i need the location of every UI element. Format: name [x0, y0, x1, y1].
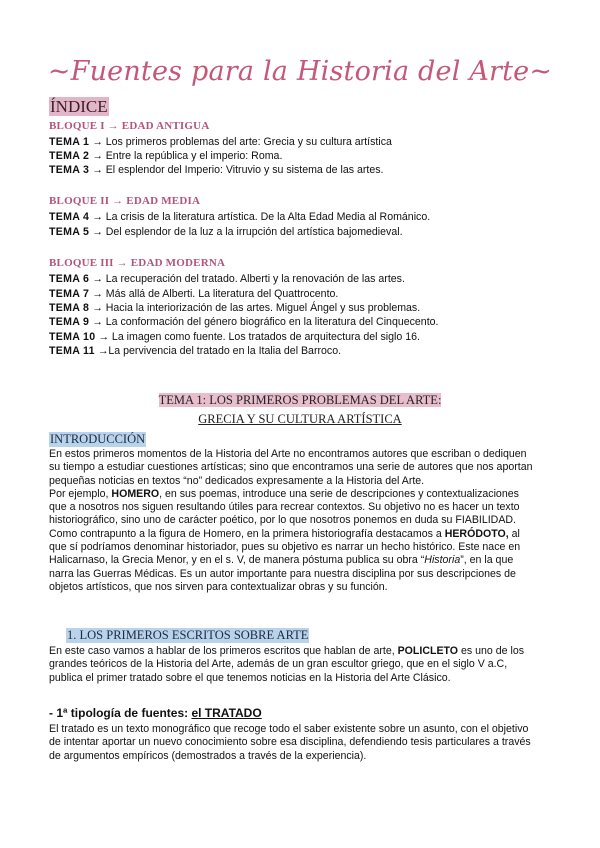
- tema-label: TEMA 5: [49, 226, 90, 238]
- paragraph-line: El tratado es un texto monográfico que recoge todo el saber existente sobre un asunto, con el objetivo: [49, 723, 529, 735]
- paragraph-line: su tiempo a estudiar cuestiones artísticas; sino que encontramos una serie de autores que nos aportan: [49, 461, 533, 474]
- paragraph-line: que a nosotros nos siguen resultando útiles para recrear contextos. Su objetivo no es hacer un texto: [49, 501, 520, 514]
- section1-heading: 1. LOS PRIMEROS ESCRITOS SOBRE ARTE: [67, 628, 309, 642]
- tema-item: [49, 150, 282, 162]
- bloque-heading: BLOQUE II → EDAD MEDIA: [49, 195, 201, 207]
- policleto-name: POLICLETO: [397, 645, 459, 657]
- line-text: ”, en la que: [460, 554, 514, 567]
- paragraph-line: [49, 528, 559, 541]
- paragraph-line: historiográfico, sino uno de carácter poético, por lo que nosotros ponemos en duda su FIABILIDAD.: [49, 514, 516, 527]
- bloque-heading: BLOQUE I → EDAD ANTIGUA: [49, 120, 210, 132]
- tema-item: [49, 345, 341, 357]
- tema-text: → Más allá de Alberti. La literatura del Quattrocento.: [89, 288, 339, 300]
- homero-name: HOMERO: [111, 487, 160, 500]
- tipologia-prefix: - 1ª tipología de fuentes:: [49, 706, 192, 720]
- tema-item: [49, 331, 420, 343]
- line-text: Halicarnaso, la Grecia Menor, y en el s. V, de manera póstuma publica su obra “: [49, 554, 425, 567]
- tema-item: [49, 316, 438, 328]
- tema-label: TEMA 11: [49, 345, 95, 357]
- tema-item: [49, 136, 392, 148]
- tratado-paragraph: [49, 723, 559, 763]
- tema-label: TEMA 4: [49, 211, 90, 223]
- tema-item: [49, 164, 383, 176]
- tema-text: → Del esplendor de la luz a la irrupción del artística bajomedieval.: [89, 226, 403, 238]
- paragraph-line: grandes teóricos de la Historia del Arte, además de un gran escultor griego, que en el siglo V a.C,: [49, 658, 508, 671]
- line-text: , en sus poemas, introduce una serie de descripciones y contextualizaciones: [159, 487, 519, 500]
- introduction-paragraph: [49, 448, 559, 594]
- section1-paragraph: [49, 645, 559, 685]
- tema-text: → El esplendor del Imperio: Vitruvio y su sistema de las artes.: [89, 164, 384, 176]
- tema-item: [49, 302, 420, 314]
- tema-item: [49, 211, 430, 223]
- tipologia-heading: [49, 706, 262, 720]
- tema-item: [49, 226, 403, 238]
- tema-text: → La imagen como fuente. Los tratados de arquitectura del siglo 16.: [95, 331, 420, 343]
- paragraph-line: de argumentos empíricos (demostrados a través de la experiencia).: [49, 749, 367, 762]
- herodoto-name: HERÓDOTO,: [444, 527, 509, 540]
- index-heading: ÍNDICE: [50, 97, 108, 116]
- tema-label: TEMA 8: [49, 302, 90, 314]
- tema-item: [49, 273, 405, 285]
- tema-label: TEMA 1: [49, 136, 90, 148]
- tema-label: TEMA 2: [49, 150, 90, 162]
- paragraph-line: pequeñas noticias en textos “no” dedicados expresamente a la Historia del Arte.: [49, 474, 425, 487]
- line-text: Por ejemplo,: [49, 487, 112, 500]
- historia-title: Historia: [424, 554, 461, 567]
- tema-label: TEMA 7: [49, 288, 90, 300]
- tema-text: → La crisis de la literatura artística. De la Alta Edad Media al Románico.: [89, 211, 431, 223]
- tipologia-term: el TRATADO: [191, 706, 262, 720]
- paragraph-line: [49, 554, 559, 567]
- introduction-heading: INTRODUCCIÓN: [50, 432, 146, 446]
- paragraph-line: En estos primeros momentos de la Historia del Arte no encontramos autores que escriban o dediquen: [49, 448, 527, 460]
- paragraph-line: de intentar aportar un nuevo conocimiento sobre esa disciplina, defendiendo tesis particulares a través: [49, 736, 531, 749]
- tema-text: → Hacia la interiorización de las artes. Miguel Ángel y sus problemas.: [89, 302, 421, 314]
- paragraph-line: publica el primer tratado sobre el que tenemos noticias en la Historia del Arte Clásico.: [49, 671, 451, 684]
- line-text: Como contrapunto a la figura de Homero, en la primera historiografía destacamos a: [49, 527, 445, 540]
- paragraph-line: objetos artísticos, que nos sirven para contextualizar obras y su función.: [49, 580, 388, 593]
- tema-text: →La pervivencia del tratado en la Italia del Barroco.: [94, 345, 342, 357]
- tema-label: TEMA 9: [49, 316, 90, 328]
- tema-label: TEMA 3: [49, 164, 90, 176]
- tema-text: → La recuperación del tratado. Alberti y la renovación de las artes.: [89, 273, 405, 285]
- tema1-title-line1: TEMA 1: LOS PRIMEROS PROBLEMAS DEL ARTE:: [158, 393, 442, 407]
- tema-text: → Los primeros problemas del arte: Grecia y su cultura artística: [89, 136, 392, 148]
- line-text: En este caso vamos a hablar de los primeros escritos que hablan de arte,: [49, 645, 398, 657]
- document-title: ~Fuentes para la Historia del Arte~: [47, 56, 553, 87]
- tema-text: → La conformación del género biográfico en la literatura del Cinquecento.: [89, 316, 439, 328]
- line-text: es uno de los: [458, 645, 525, 657]
- tema1-title-line2: GRECIA Y SU CULTURA ARTÍSTICA: [198, 412, 402, 426]
- bloque-heading: BLOQUE III → EDAD MODERNA: [49, 257, 226, 269]
- paragraph-line: [49, 488, 559, 501]
- tema-item: [49, 288, 338, 300]
- paragraph-line: que sí podríamos denominar historiador, pues su objetivo es narrar un hecho histórico. Este nace en: [49, 541, 521, 554]
- tema1-subtitle: [0, 412, 600, 427]
- line-text: al: [508, 527, 520, 540]
- tema-label: TEMA 6: [49, 273, 90, 285]
- tema-label: TEMA 10: [49, 331, 96, 343]
- tema-text: → Entre la república y el imperio: Roma.: [89, 150, 283, 162]
- tema1-title: [0, 393, 600, 408]
- paragraph-line: narra las Guerras Médicas. Es un autor importante para nuestra disciplina por sus descripciones de: [49, 567, 516, 580]
- paragraph-line: [49, 645, 559, 658]
